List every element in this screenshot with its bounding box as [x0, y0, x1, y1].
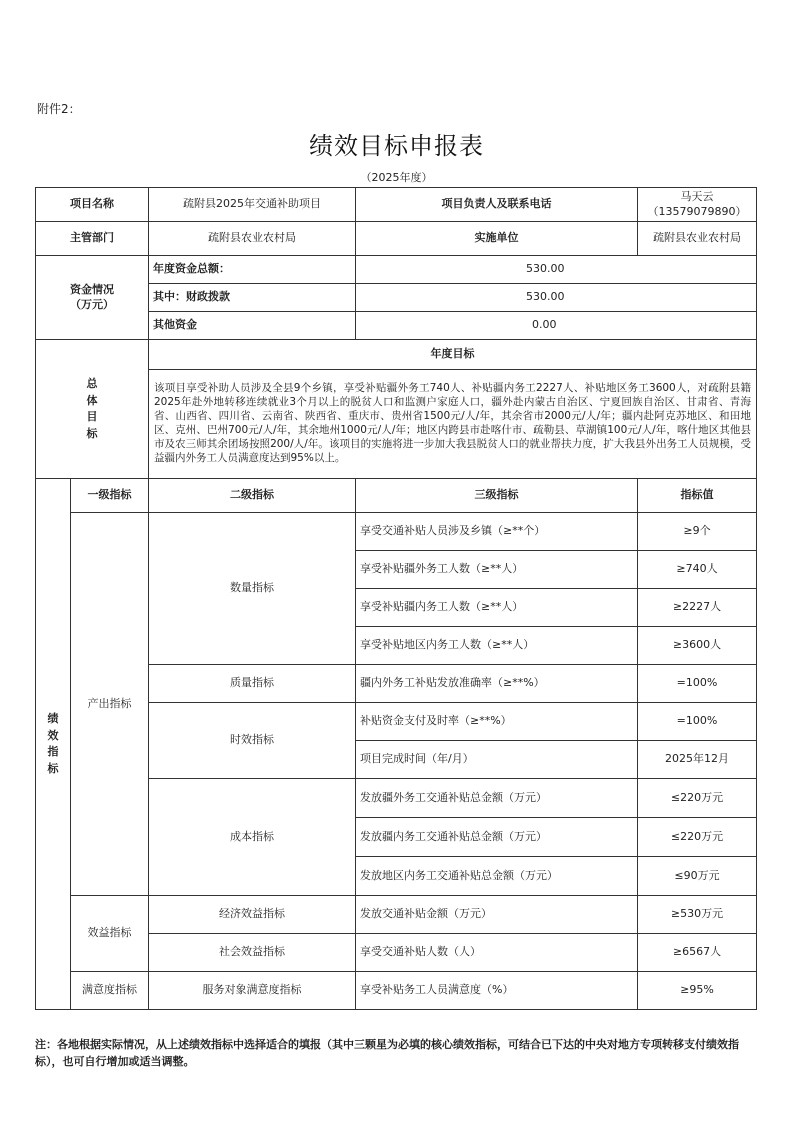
- indicator-name: 享受交通补贴人数（人）: [356, 934, 638, 972]
- indicator-name: 发放交通补贴金额（万元）: [356, 896, 638, 934]
- dept-value: 疏附县农业农村局: [149, 222, 356, 256]
- indicator-value: ≥9个: [638, 513, 757, 551]
- perf-char: 标: [47, 761, 59, 775]
- quality-indicator-label: 质量指标: [149, 665, 356, 703]
- indicator-name: 享受补贴地区内务工人数（≥**人）: [356, 627, 638, 665]
- page-title: 绩效目标申报表: [309, 132, 484, 160]
- overall-goal-label: [36, 340, 149, 479]
- social-benefit-label: 社会效益指标: [149, 934, 356, 972]
- indicator-name: 享受交通补贴人员涉及乡镇（≥**个）: [356, 513, 638, 551]
- impl-unit-value: 疏附县农业农村局: [638, 222, 757, 256]
- goal-char: 体: [86, 393, 98, 407]
- indicator-value: ≥2227人: [638, 589, 757, 627]
- header-value: 指标值: [638, 479, 757, 513]
- indicator-value: ≥95%: [638, 972, 757, 1010]
- indicator-name: 补贴资金支付及时率（≥**%）: [356, 703, 638, 741]
- indicator-name: 享受补贴疆内务工人数（≥**人）: [356, 589, 638, 627]
- indicator-value: ≤220万元: [638, 779, 757, 818]
- footnote: 注：各地根据实际情况，从上述绩效指标中选择适合的填报（其中三颗星为必填的核心绩效指标，可结合已下达的中央对地方专项转移支付绩效指标），也可自行增加或适当调整。: [35, 1038, 739, 1069]
- indicator-value: ≥3600人: [638, 627, 757, 665]
- dept-label: 主管部门: [36, 222, 149, 256]
- header-level3: 三级指标: [356, 479, 638, 513]
- performance-indicators-label: [36, 479, 71, 1010]
- project-name-value: 疏附县2025年交通补助项目: [149, 188, 356, 222]
- annual-total-value: 530.00: [356, 256, 757, 284]
- benefit-indicator-label: 效益指标: [71, 896, 149, 972]
- header-level2: 二级指标: [149, 479, 356, 513]
- attachment-label: 附件2：: [37, 102, 81, 116]
- report-year: （2025年度）: [360, 171, 433, 184]
- indicator-value: =100%: [638, 703, 757, 741]
- indicator-value: =100%: [638, 665, 757, 703]
- goal-char: 目: [86, 410, 98, 423]
- goal-char: 总: [86, 377, 98, 390]
- goal-char: 标: [86, 426, 98, 440]
- indicator-value: ≥740人: [638, 551, 757, 589]
- annual-goal-text: 该项目享受补助人员涉及全县9个乡镇，享受补贴疆外务工740人、补贴疆内务工2227人、补贴地区务工3600人，对疏附县籍2025年赴外地转移连续就业3个月以上的脱贫人口和监测户家庭人口，疆外赴内蒙古自治区、宁夏回族自治区、甘肃省、青海省、山西省、四川省、云南省、陕西省、重庆市、贵州省1500元/人/年，其余省市2000元/人/年；疆内赴阿克苏地区、和田地区、克州、巴州700元/人/年，其余地州1000元/人/年；地区内跨县市赴喀什市、疏勒县、草湖镇100元/人/年，喀什地区其他县市及农三师其余团场按照200/人/年。该项目的实施将进一步加大我县脱贫人口的就业帮扶力度，扩大我县外出务工人员规模，受益疆内外务工人员满意度达到95%以上。: [149, 370, 757, 479]
- cost-indicator-label: 成本指标: [149, 779, 356, 896]
- satisfaction-indicator-label: 满意度指标: [71, 972, 149, 1010]
- perf-char: 指: [47, 745, 59, 758]
- quantity-indicator-label: 数量指标: [149, 513, 356, 665]
- impl-unit-label: 实施单位: [356, 222, 638, 256]
- funding-label-line2: （万元）: [70, 297, 114, 311]
- indicator-name: 享受补贴务工人员满意度（%）: [356, 972, 638, 1010]
- annual-total-label: 年度资金总额：: [149, 256, 356, 284]
- indicator-value: ≥6567人: [638, 934, 757, 972]
- service-satisfaction-label: 服务对象满意度指标: [149, 972, 356, 1010]
- indicator-value: 2025年12月: [638, 741, 757, 779]
- project-leader-name: 马天云: [680, 189, 714, 203]
- perf-char: 绩: [47, 712, 59, 725]
- perf-char: 效: [47, 728, 59, 742]
- project-leader-phone: （13579079890）: [647, 204, 747, 218]
- indicator-value: ≤90万元: [638, 857, 757, 896]
- funding-label-line1: 资金情况: [70, 282, 114, 296]
- indicator-value: ≤220万元: [638, 818, 757, 857]
- indicator-name: 疆内外务工补贴发放准确率（≥**%）: [356, 665, 638, 703]
- other-funds-value: 0.00: [356, 312, 757, 340]
- indicator-name: 发放地区内务工交通补贴总金额（万元）: [356, 857, 638, 896]
- indicator-name: 发放疆外务工交通补贴总金额（万元）: [356, 779, 638, 818]
- indicator-name: 发放疆内务工交通补贴总金额（万元）: [356, 818, 638, 857]
- other-funds-label: 其他资金: [149, 312, 356, 340]
- economic-benefit-label: 经济效益指标: [149, 896, 356, 934]
- project-leader-label: 项目负责人及联系电话: [356, 188, 638, 222]
- fiscal-label: 其中：财政拨款: [149, 284, 356, 312]
- fiscal-value: 530.00: [356, 284, 757, 312]
- indicator-name: 项目完成时间（年/月）: [356, 741, 638, 779]
- timeliness-indicator-label: 时效指标: [149, 703, 356, 779]
- funding-label: [36, 256, 149, 340]
- project-leader-value: [638, 188, 757, 222]
- indicator-value: ≥530万元: [638, 896, 757, 934]
- performance-target-table: [35, 187, 757, 1010]
- output-indicator-label: 产出指标: [71, 513, 149, 896]
- project-name-label: 项目名称: [36, 188, 149, 222]
- header-level1: 一级指标: [71, 479, 149, 513]
- indicator-name: 享受补贴疆外务工人数（≥**人）: [356, 551, 638, 589]
- annual-goal-header: 年度目标: [149, 340, 757, 370]
